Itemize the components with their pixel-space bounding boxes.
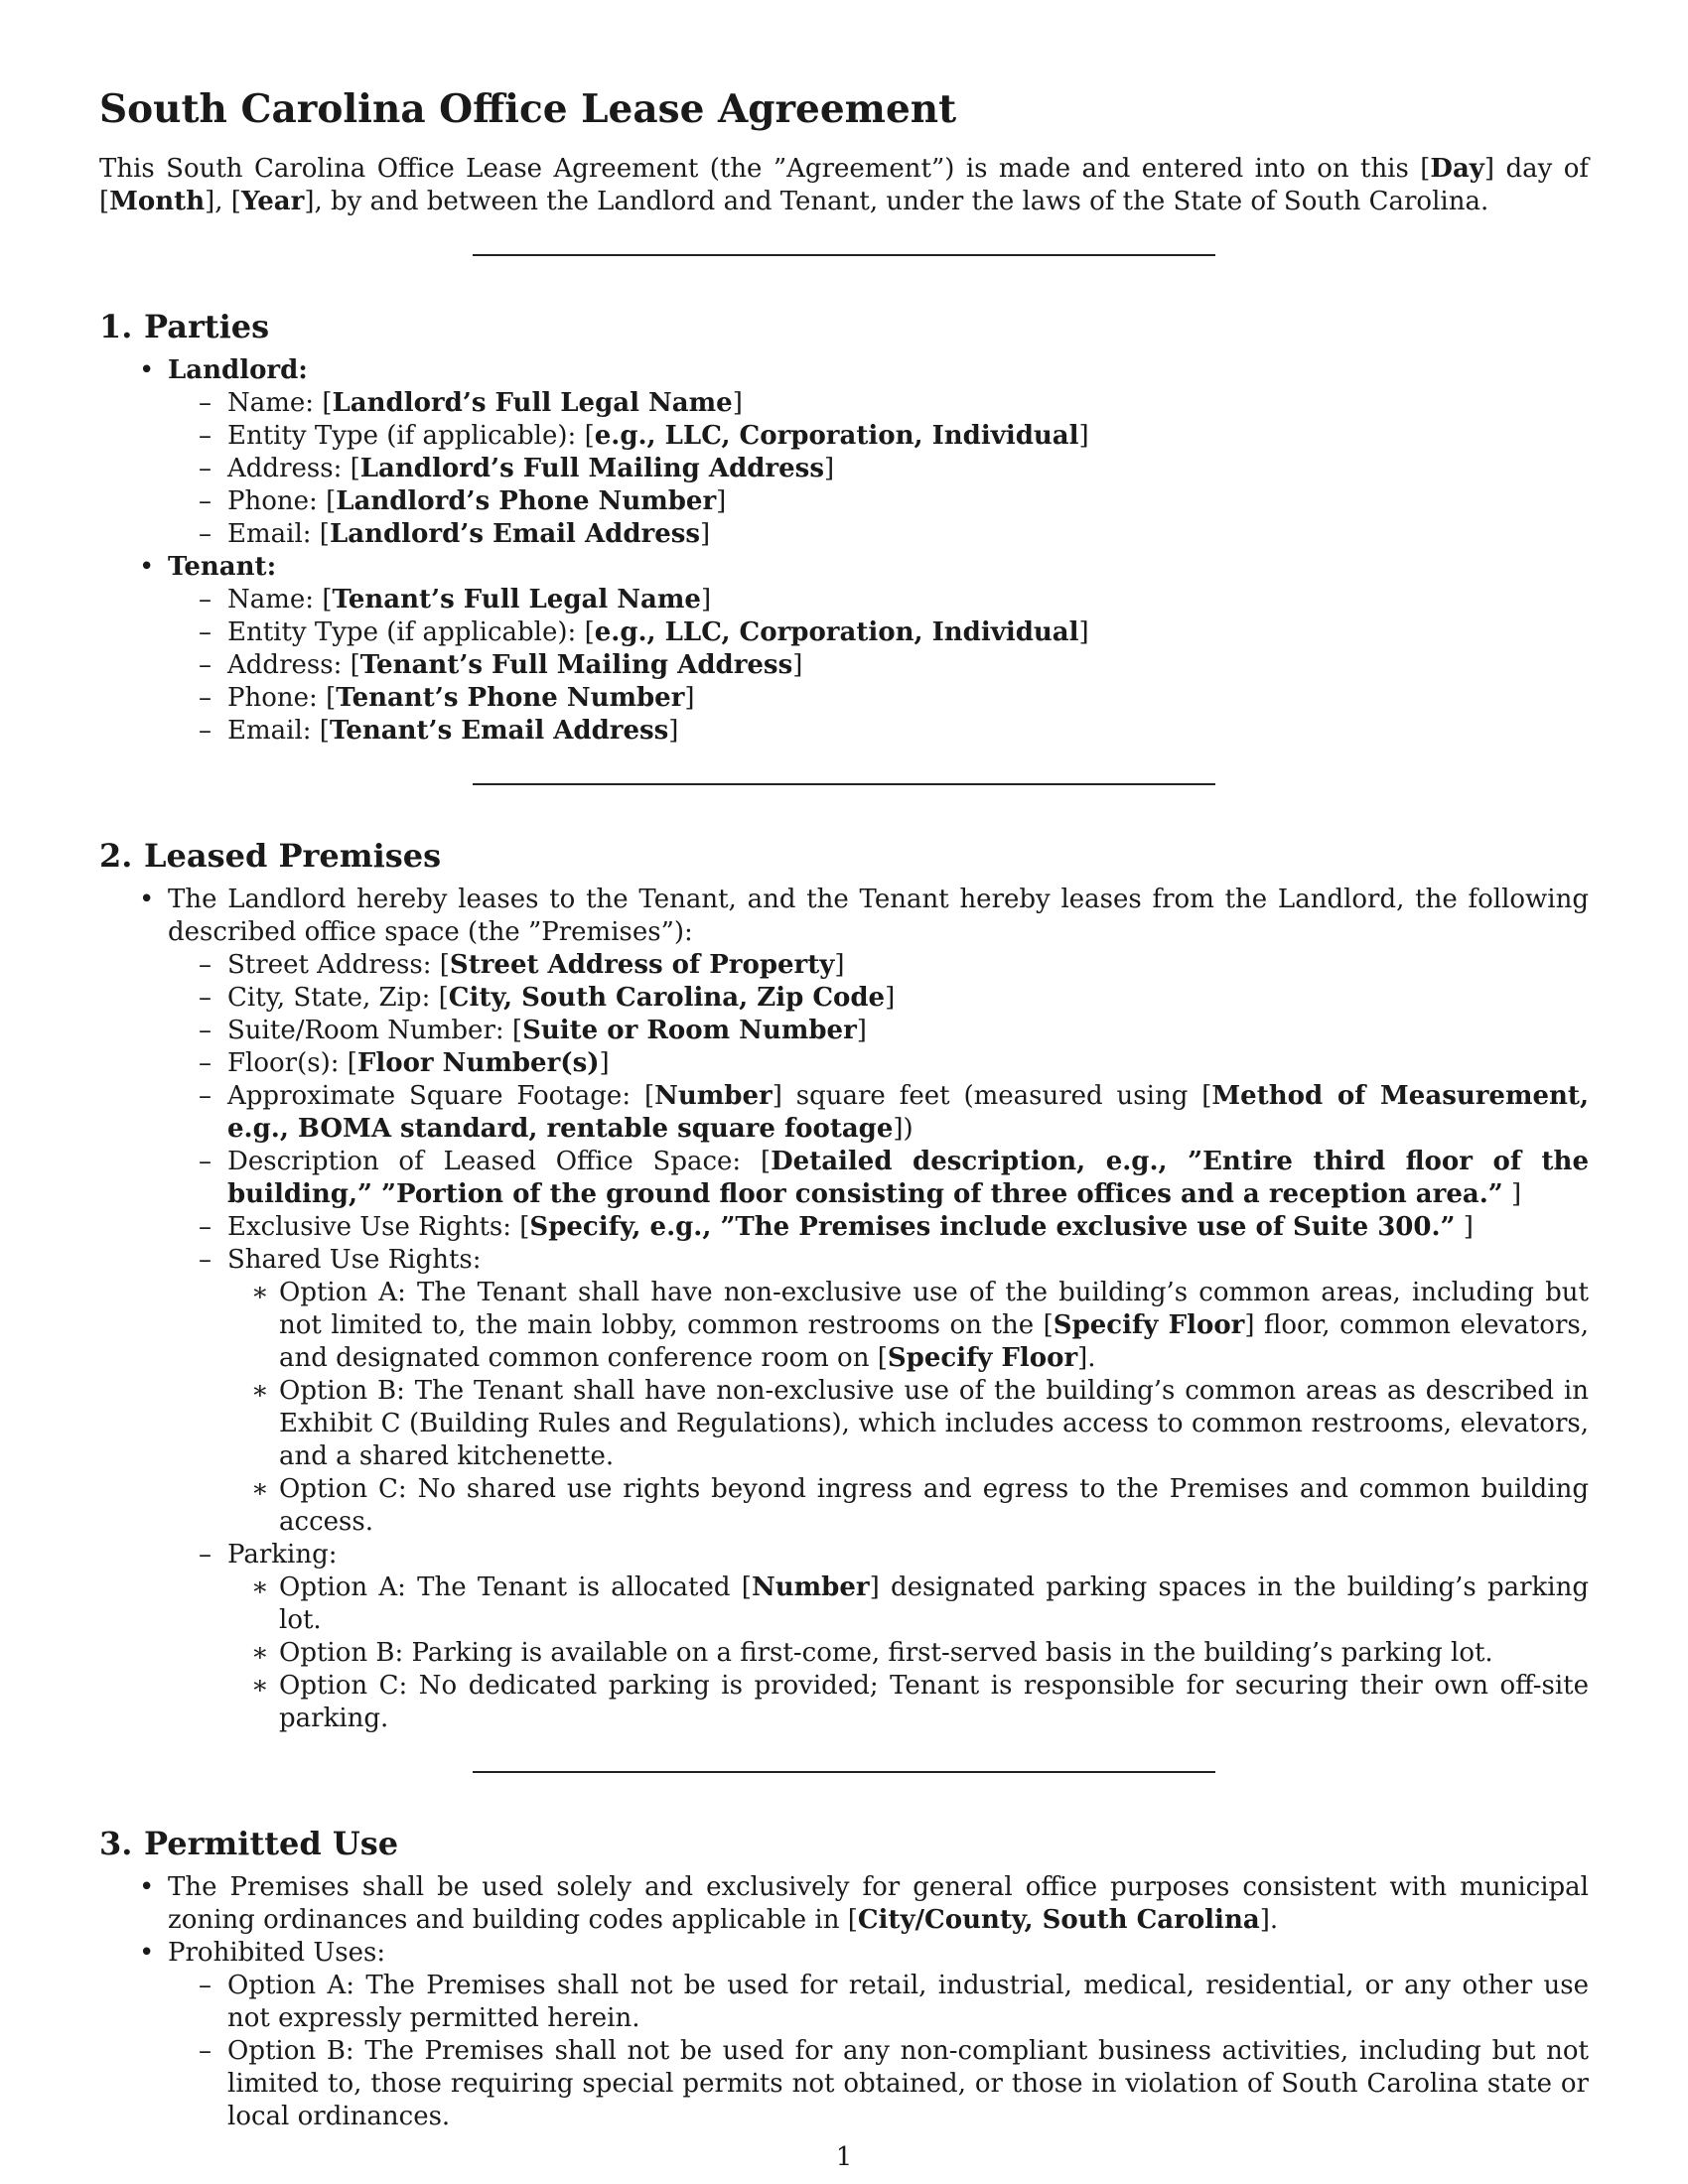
landlord-name: – Name: [Landlord’s Full Legal Name] <box>168 387 1589 420</box>
field-label: Address: <box>227 650 351 680</box>
section-divider <box>473 254 1215 256</box>
permitted-use-list <box>99 1871 1589 2133</box>
field-label: Name: <box>227 388 323 418</box>
premises-item <box>99 884 1589 1735</box>
landlord-label: Landlord: <box>168 355 308 385</box>
field-placeholder: e.g., LLC, Corporation, Individual <box>594 617 1079 647</box>
field-label: Entity Type (if applicable): <box>227 617 585 647</box>
parking-options <box>227 1571 1589 1735</box>
field-placeholder: Tenant’s Full Mailing Address <box>359 650 793 680</box>
option-text: Option A: The Tenant shall have non-exclusive use of the building’s common areas, including but not limited to, the main lobby, common restrooms on the [ <box>279 1278 1589 1340</box>
field-placeholder: Number <box>751 1572 870 1602</box>
shared-use-option-a <box>227 1277 1589 1375</box>
field-label: Phone: <box>227 486 327 516</box>
prohibited-uses-options <box>168 1970 1589 2133</box>
field-label: Email: <box>227 519 320 549</box>
section-divider <box>473 783 1215 785</box>
section-title: Permitted Use <box>144 1825 399 1862</box>
field-placeholder: Method of Measurement, e.g., BOMA standard, rentable square footage <box>227 1081 1589 1144</box>
field-text: ] square feet (measured using [ <box>772 1081 1212 1111</box>
floor-numbers: – Floor(s): [Floor Number(s)] <box>168 1047 1589 1080</box>
field-placeholder: Tenant’s Full Legal Name <box>332 585 701 614</box>
intro-text: This South Carolina Office Lease Agreement (the ”Agreement”) is made and entered into on this [ <box>99 154 1431 184</box>
intro-text: ], [ <box>205 187 241 216</box>
option-text: ] designated parking spaces in the building’s parking lot. <box>279 1572 1590 1635</box>
field-label: Address: <box>227 454 351 483</box>
option-text: ]. <box>1077 1343 1096 1373</box>
tenant-item <box>99 551 1589 748</box>
permitted-use-text: The Premises shall be used solely and exclusively for general office purposes consistent with municipal zoning ordinances and building codes applicable in [ <box>168 1872 1589 1935</box>
option-text: ] floor, common elevators, and designated common conference room on [ <box>279 1310 1589 1373</box>
field-label: Description of Leased Office Space: <box>227 1147 761 1176</box>
exclusive-use-rights: – Exclusive Use Rights: [Specify, e.g., ”The Premises include exclusive use of Suite 300.” ] <box>168 1211 1589 1244</box>
field-label: Email: <box>227 716 320 746</box>
field-label: Suite/Room Number: <box>227 1016 512 1045</box>
intro-paragraph <box>99 153 1589 218</box>
month-placeholder: Month <box>109 187 206 216</box>
tenant-entity-type: – Entity Type (if applicable): [e.g., LLC, Corporation, Individual] <box>168 616 1589 649</box>
tenant-label: Tenant: <box>168 552 277 582</box>
permitted-use-text: ]. <box>1259 1905 1279 1935</box>
document-title: South Carolina Office Lease Agreement <box>99 86 957 132</box>
field-label: Floor(s): <box>227 1048 348 1078</box>
prohibited-uses-item <box>99 1937 1589 2133</box>
field-placeholder: e.g., LLC, Corporation, Individual <box>594 421 1079 451</box>
square-footage: – Approximate Square Footage: [Number] square feet (measured using [Method of Measurement, e.g., BOMA standard, rentable square footage]) <box>168 1080 1589 1146</box>
document-page <box>99 85 1589 2133</box>
shared-use-options <box>227 1277 1589 1539</box>
shared-use-option-c: ∗ Option C: No shared use rights beyond ingress and egress to the Premises and common building access. <box>227 1473 1589 1539</box>
premises-list <box>99 884 1589 1735</box>
section-heading-parties <box>99 307 1589 346</box>
field-placeholder: Landlord’s Email Address <box>329 519 701 549</box>
shared-use-option-b: ∗ Option B: The Tenant shall have non-exclusive use of the building’s common areas as described in Exhibit C (Building Rules and Regulations), which includes access to common restrooms, elevators, and a shared kitchenette. <box>227 1375 1589 1473</box>
field-label: Exclusive Use Rights: <box>227 1212 520 1242</box>
landlord-item <box>99 354 1589 551</box>
field-label: Street Address: <box>227 950 440 980</box>
parties-list <box>99 354 1589 748</box>
day-placeholder: Day <box>1430 154 1484 184</box>
landlord-email: – Email: [Landlord’s Email Address] <box>168 518 1589 551</box>
premises-lead-text: The Landlord hereby leases to the Tenant, and the Tenant hereby leases from the Landlord, the following described office space (the ”Premises”): <box>168 885 1589 947</box>
street-address: – Street Address: [Street Address of Property] <box>168 949 1589 982</box>
section-title: Parties <box>144 308 270 345</box>
suite-room-number: – Suite/Room Number: [Suite or Room Number] <box>168 1015 1589 1047</box>
field-text: ] <box>1502 1179 1522 1209</box>
field-placeholder: Detailed description, e.g., ”Entire third floor of the building,” ”Portion of the ground floor consisting of three offices and a reception area.” <box>227 1147 1589 1209</box>
parking-option-b: ∗ Option B: Parking is available on a first-come, first-served basis in the building’s parking lot. <box>227 1637 1589 1670</box>
field-text: ]) <box>893 1114 914 1144</box>
year-placeholder: Year <box>240 187 305 216</box>
field-label: Shared Use Rights: <box>227 1245 482 1275</box>
section-heading-permitted-use <box>99 1824 1589 1863</box>
landlord-entity-type: – Entity Type (if applicable): [e.g., LLC, Corporation, Individual] <box>168 420 1589 453</box>
field-placeholder: City/County, South Carolina <box>857 1905 1260 1935</box>
section-number: 3. <box>99 1825 133 1862</box>
field-placeholder: Tenant’s Email Address <box>329 716 669 746</box>
field-placeholder: Floor Number(s) <box>356 1048 600 1078</box>
prohibited-option-b: – Option B: The Premises shall not be used for any non-compliant business activities, including but not limited to, those requiring special permits not obtained, or those in violation of South Carolina state or local ordinances. <box>168 2035 1589 2133</box>
section-number: 1. <box>99 308 133 345</box>
parking-option-c: ∗ Option C: No dedicated parking is provided; Tenant is responsible for securing their own off-site parking. <box>227 1670 1589 1735</box>
field-placeholder: Landlord’s Phone Number <box>336 486 717 516</box>
landlord-address: – Address: [Landlord’s Full Mailing Address] <box>168 453 1589 485</box>
premises-details <box>168 949 1589 1735</box>
tenant-phone: – Phone: [Tenant’s Phone Number] <box>168 682 1589 715</box>
section-number: 2. <box>99 837 133 875</box>
field-placeholder: Landlord’s Full Mailing Address <box>359 454 824 483</box>
field-placeholder: Specify, e.g., ”The Premises include exclusive use of Suite 300.” <box>529 1212 1456 1242</box>
field-text: ] <box>1455 1212 1474 1242</box>
field-label: Prohibited Uses: <box>168 1938 386 1968</box>
section-heading-leased-premises <box>99 836 1589 876</box>
tenant-address: – Address: [Tenant’s Full Mailing Address] <box>168 649 1589 682</box>
tenant-name: – Name: [Tenant’s Full Legal Name] <box>168 584 1589 616</box>
field-label: Entity Type (if applicable): <box>227 421 585 451</box>
field-placeholder: Number <box>654 1081 773 1111</box>
field-placeholder: Street Address of Property <box>449 950 835 980</box>
field-label: Approximate Square Footage: <box>227 1081 644 1111</box>
shared-use-rights <box>168 1244 1589 1539</box>
landlord-phone: – Phone: [Landlord’s Phone Number] <box>168 485 1589 518</box>
field-placeholder: City, South Carolina, Zip Code <box>448 983 886 1013</box>
tenant-email: – Email: [Tenant’s Email Address] <box>168 715 1589 748</box>
parking <box>168 1539 1589 1735</box>
space-description: – Description of Leased Office Space: [Detailed description, e.g., ”Entire third floor of the building,” ”Portion of the ground floor consisting of three offices and a reception area.” ] <box>168 1146 1589 1211</box>
field-label: City, State, Zip: <box>227 983 439 1013</box>
field-placeholder: Specify Floor <box>1053 1310 1245 1340</box>
field-placeholder: Suite or Room Number <box>522 1016 857 1045</box>
prohibited-option-a: – Option A: The Premises shall not be used for retail, industrial, medical, residential, or any other use not expressly permitted herein. <box>168 1970 1589 2035</box>
field-label: Parking: <box>227 1540 338 1570</box>
field-label: Phone: <box>227 683 327 713</box>
field-placeholder: Landlord’s Full Legal Name <box>332 388 733 418</box>
parking-option-a <box>227 1571 1589 1637</box>
tenant-details <box>168 584 1589 748</box>
section-divider <box>473 1771 1215 1773</box>
option-text: Option A: The Tenant is allocated [ <box>279 1572 752 1602</box>
city-state-zip: – City, State, Zip: [City, South Carolina, Zip Code] <box>168 982 1589 1015</box>
field-placeholder: Tenant’s Phone Number <box>336 683 685 713</box>
field-placeholder: Specify Floor <box>887 1343 1078 1373</box>
intro-text: ] day of [ <box>99 154 1589 216</box>
field-label: Name: <box>227 585 323 614</box>
page-number: 1 <box>835 2142 853 2172</box>
section-title: Leased Premises <box>144 837 442 875</box>
intro-text: ], by and between the Landlord and Tenant, under the laws of the State of South Carolina. <box>304 187 1489 216</box>
landlord-details <box>168 387 1589 551</box>
permitted-use-item <box>99 1871 1589 1937</box>
